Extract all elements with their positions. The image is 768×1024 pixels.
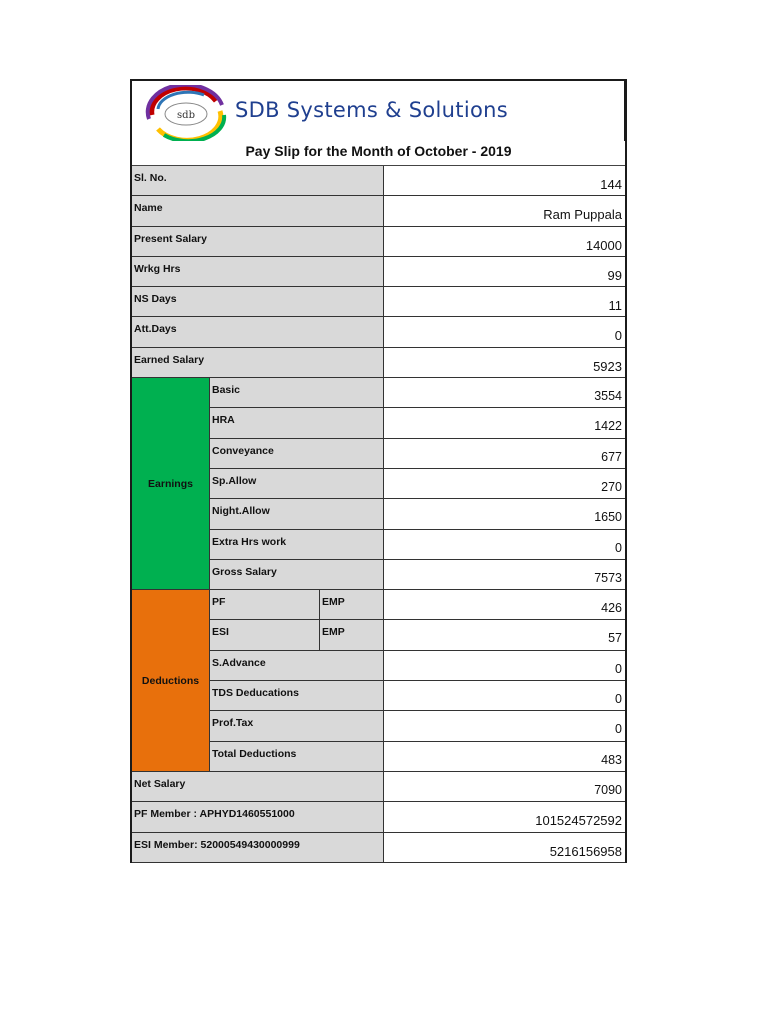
row-label: Att.Days	[132, 317, 384, 346]
deductions-item-value: 0	[615, 661, 622, 676]
table-row	[132, 196, 625, 226]
earnings-item-value: 677	[601, 449, 622, 464]
row-label: ESI Member: 52000549430000999	[132, 833, 384, 862]
deductions-item-label: TDS Deducations	[210, 681, 383, 710]
company-logo-icon	[144, 85, 228, 141]
table-row	[132, 287, 625, 317]
table-row	[132, 802, 625, 832]
row-value: 11	[608, 298, 622, 314]
earnings-item-label: Sp.Allow	[210, 469, 383, 498]
row-label: Name	[132, 196, 384, 225]
deductions-item-value: 0	[615, 722, 622, 737]
logo-text: sdb	[177, 110, 195, 121]
table-row	[132, 227, 625, 257]
table-row	[132, 317, 625, 347]
row-value: 99	[607, 267, 622, 283]
row-value: Ram Puppala	[543, 207, 622, 223]
deductions-item-sub: EMP	[320, 620, 383, 649]
row-value: 14000	[585, 237, 622, 253]
earnings-item-label: Extra Hrs work	[210, 530, 383, 559]
table-row	[132, 833, 625, 863]
earnings-item-label: Night.Allow	[210, 499, 383, 528]
row-value: 144	[600, 177, 622, 192]
header-border-accent	[624, 81, 627, 141]
deductions-item-label: Total Deductions	[210, 742, 383, 771]
row-label: Wrkg Hrs	[132, 257, 384, 286]
deductions-category: Deductions	[132, 590, 209, 771]
earnings-item-value: 1422	[594, 419, 622, 434]
row-value: 7090	[594, 782, 622, 797]
deductions-item-value: 57	[608, 631, 622, 646]
deductions-item-label: Prof.Tax	[210, 711, 383, 740]
deductions-item-sub: EMP	[320, 590, 383, 619]
row-label: Earned Salary	[132, 348, 384, 377]
earnings-item-value: 7573	[594, 570, 622, 585]
page-title: Pay Slip for the Month of October - 2019	[245, 143, 512, 159]
earnings-item-value: 3554	[594, 389, 622, 404]
row-label: Present Salary	[132, 227, 384, 256]
table-row	[132, 166, 625, 196]
salary-table	[132, 166, 625, 863]
row-value: 0	[614, 328, 622, 344]
row-label: PF Member : APHYD1460551000	[132, 802, 384, 831]
earnings-category: Earnings	[132, 378, 209, 589]
deductions-item-value: 426	[601, 601, 622, 616]
slip-header	[132, 81, 625, 166]
earnings-item-label: Conveyance	[210, 439, 383, 468]
deductions-item-label: PF	[210, 590, 320, 619]
table-row	[132, 772, 625, 802]
earnings-item-value: 0	[615, 540, 622, 555]
row-value: 5216156958	[549, 843, 622, 859]
earnings-item-value: 270	[601, 479, 622, 494]
earnings-item-label: HRA	[210, 408, 383, 437]
table-row	[132, 257, 625, 287]
row-label: Sl. No.	[132, 166, 384, 195]
row-label: NS Days	[132, 287, 384, 316]
row-label: Net Salary	[132, 772, 384, 801]
earnings-item-label: Basic	[210, 378, 383, 407]
row-value: 5923	[593, 358, 622, 374]
deductions-item-label: ESI	[210, 620, 320, 649]
table-row	[132, 348, 625, 378]
deductions-item-label: S.Advance	[210, 651, 383, 680]
row-value: 101524572592	[535, 813, 622, 829]
company-name: SDB Systems & Solutions	[235, 98, 508, 122]
deductions-item-value: 0	[615, 692, 622, 707]
earnings-item-value: 1650	[594, 510, 622, 525]
deductions-item-value: 483	[601, 752, 622, 767]
pay-slip	[130, 79, 627, 863]
earnings-item-label: Gross Salary	[210, 560, 383, 589]
